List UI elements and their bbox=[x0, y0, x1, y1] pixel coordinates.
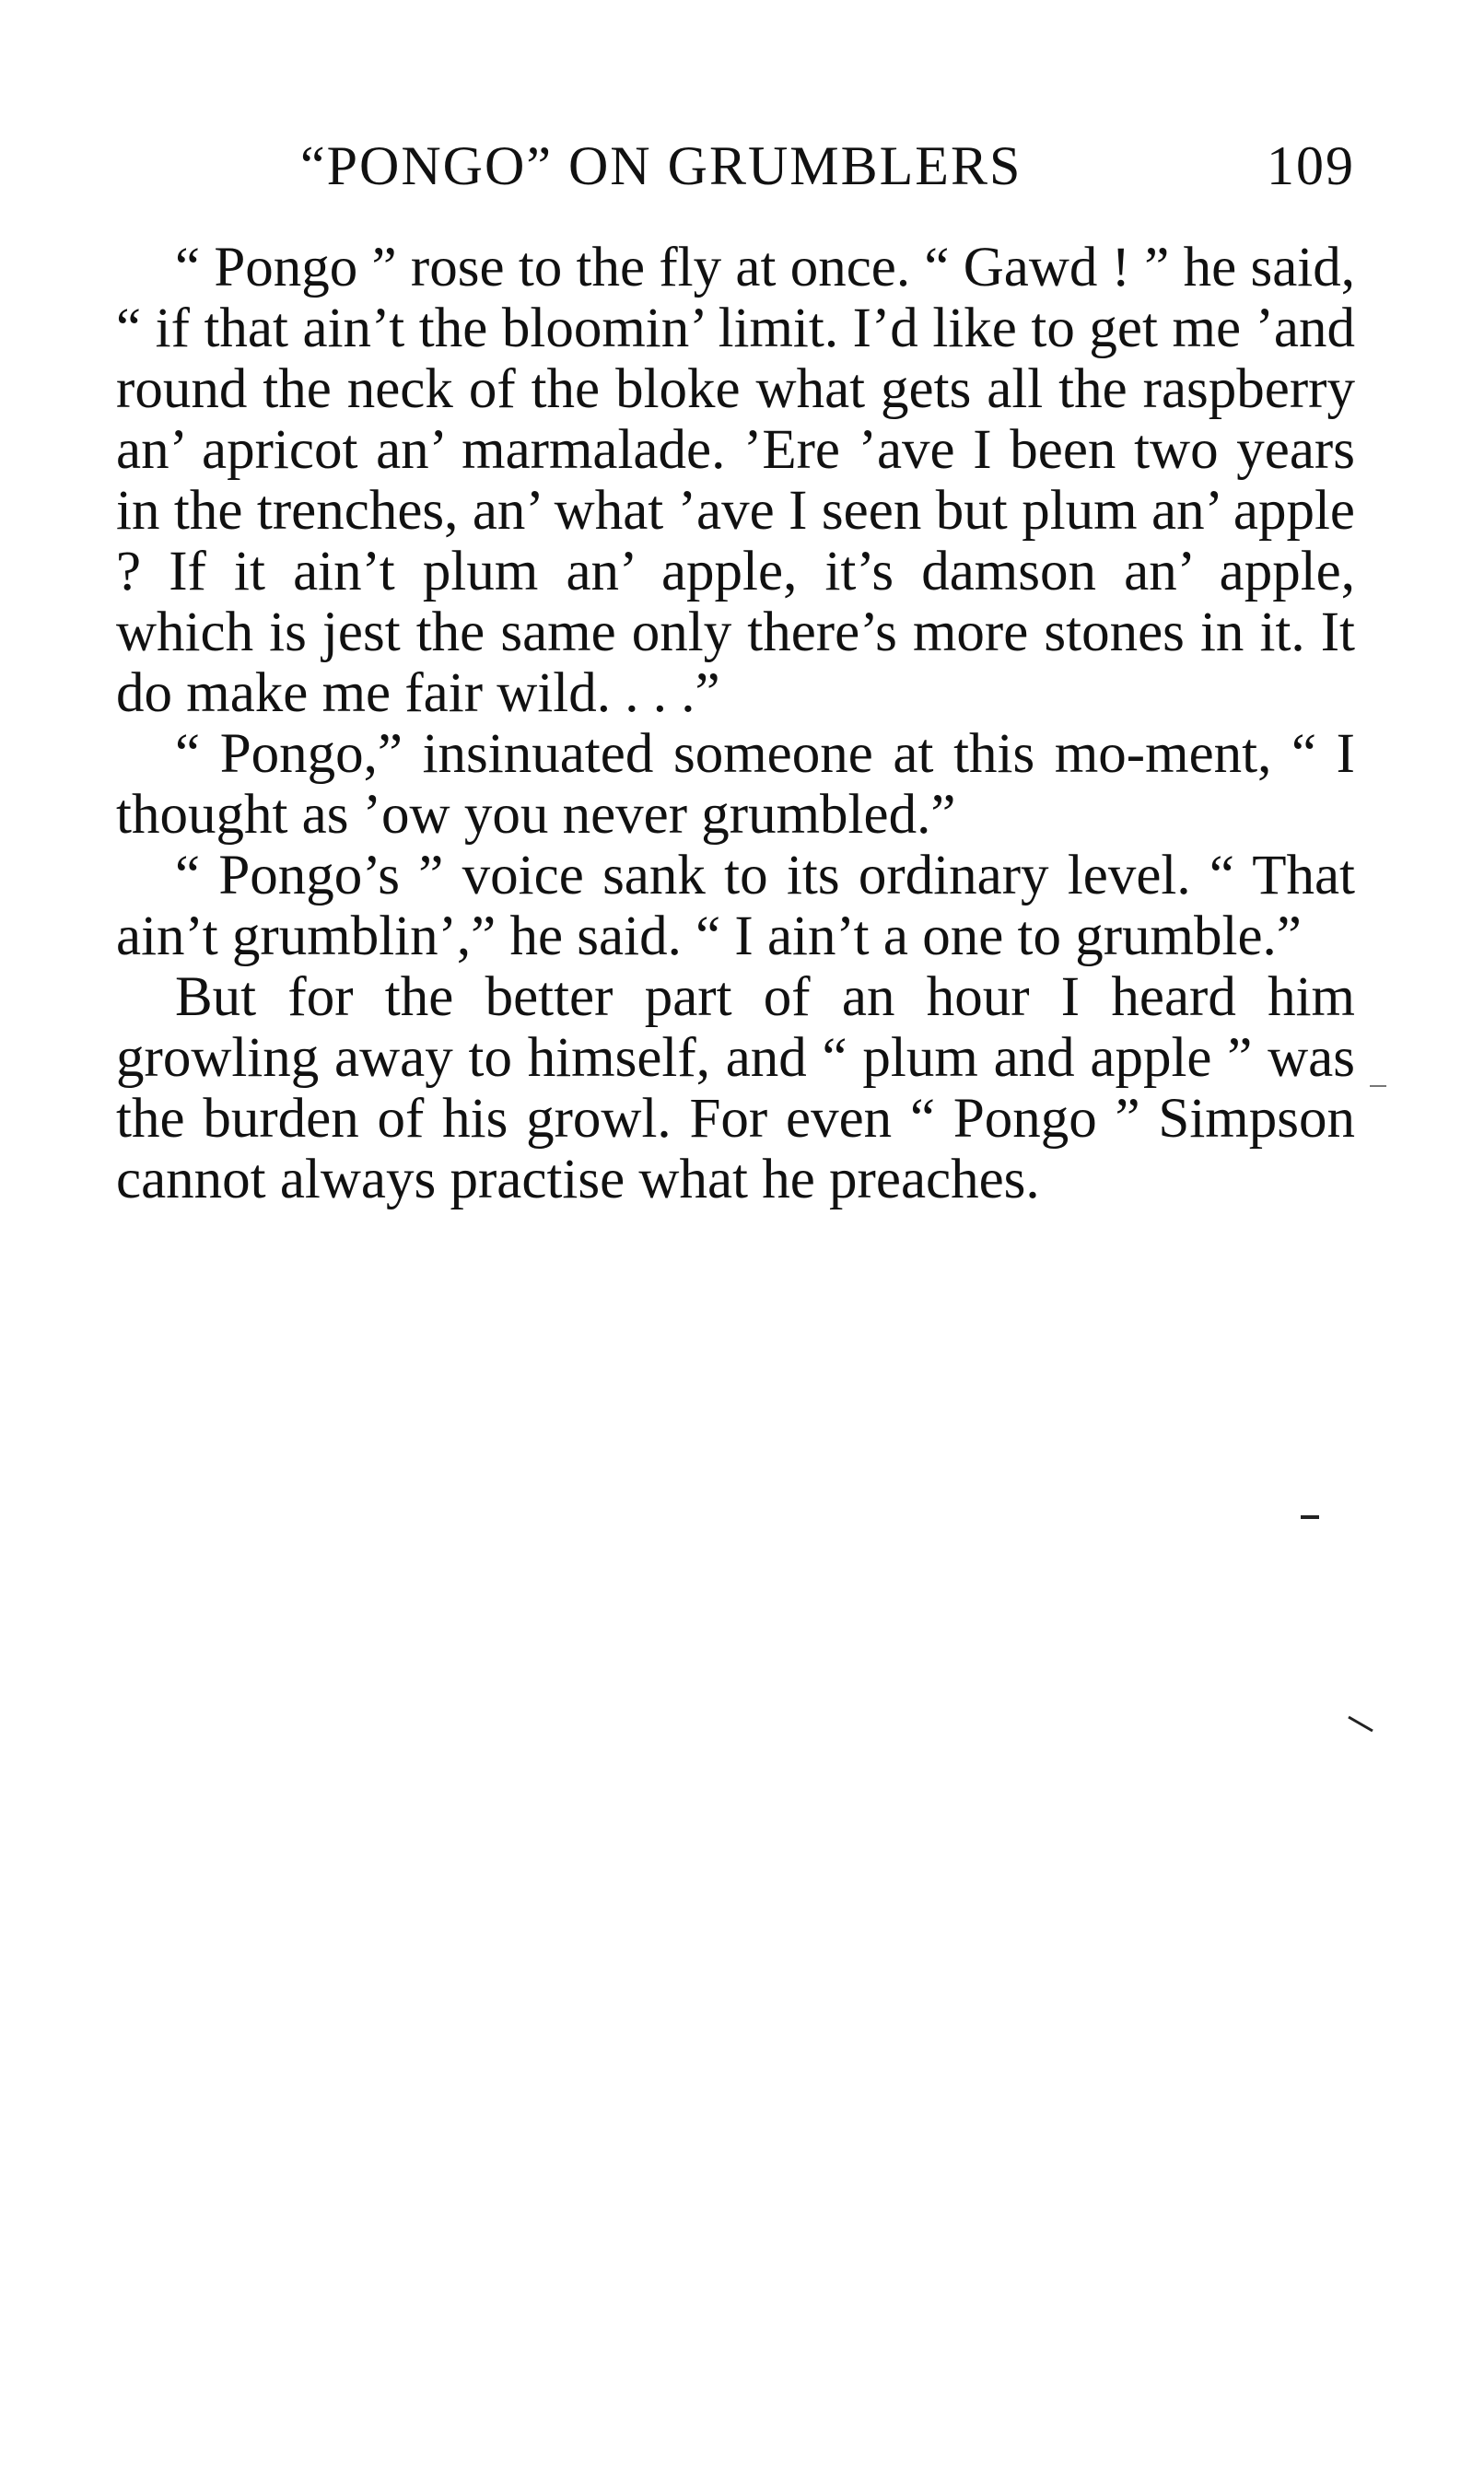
page-number: 109 bbox=[1267, 135, 1355, 196]
page-header bbox=[116, 129, 1355, 203]
running-title: “PONGO” ON GRUMBLERS bbox=[300, 135, 1022, 196]
paragraph: “ Pongo’s ” voice sank to its ordinary level. “ That ain’t grumblin’,” he said. “ I ain’t a one to grumble.” bbox=[116, 845, 1355, 967]
end-mark bbox=[1301, 1515, 1319, 1519]
paragraph: “ Pongo ” rose to the fly at once. “ Gawd ! ” he said, “ if that ain’t the bloomin’ limit. I’d like to get me ’and round the neck of the bloke what gets all the raspberry an’ apricot an’ marmalade. ’Ere ’ave I been two years in the trenches, an’ what ’ave I seen but plum an’ apple ? If it ain’t plum an’ apple, it’s damson an’ apple, which is jest the same only there’s more stones in it. It do make me fair wild. . . .” bbox=[116, 237, 1355, 724]
margin-mark bbox=[1370, 1085, 1386, 1087]
scratch-mark bbox=[1348, 1716, 1373, 1733]
paragraph: “ Pongo,” insinuated someone at this mo-ment, “ I thought as ’ow you never grumbled.” bbox=[116, 723, 1355, 846]
paragraph: But for the better part of an hour I heard him growling away to himself, and “ plum and apple ” was the burden of his growl. For even “ Pongo ” Simpson cannot always practise what he preaches. bbox=[116, 966, 1355, 1210]
body-text bbox=[116, 238, 1355, 1210]
